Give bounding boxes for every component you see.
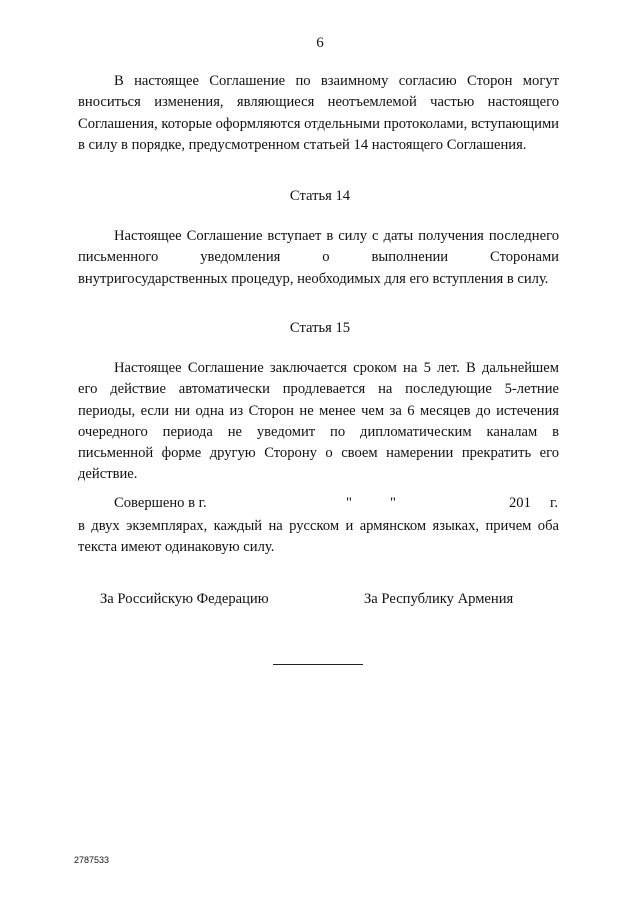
paragraph-entry-into-force: Настоящее Соглашение вступает в силу с даты получения последнего письменного уведомления о выполнении Сторонами внутригосударственных процедур, необходимых для его вступления в силу.: [78, 228, 559, 287]
document-number: 2787533: [74, 855, 110, 865]
page-number: 6: [316, 35, 324, 51]
signature-armenia: За Республику Армения: [364, 591, 514, 607]
signing-quote-close: ": [390, 495, 396, 511]
signing-year-suffix: г.: [550, 495, 558, 511]
heading-article-15: Статья 15: [289, 320, 351, 336]
separator-line: [273, 664, 363, 665]
signature-russia: За Российскую Федерацию: [100, 591, 269, 607]
heading-article-14: Статья 14: [289, 188, 351, 204]
paragraph-amendments: В настоящее Соглашение по взаимному согласию Сторон могут вноситься изменения, являющиеся неотъемлемой частью настоящего Соглашения, которые оформляются отдельными протоколами, вступающими в силу в порядке, предусмотренном статьей 14 настоящего Соглашения.: [78, 73, 559, 153]
signing-year: 201: [509, 495, 531, 511]
paragraph-copies: в двух экземплярах, каждый на русском и армянском языках, причем оба текста имеют одинаковую силу.: [78, 518, 559, 556]
signing-line: [78, 495, 559, 517]
paragraph-term: Настоящее Соглашение заключается сроком на 5 лет. В дальнейшем его действие автоматически продлевается на последующие 5-летние периоды, если ни одна из Сторон не менее чем за 6 месяцев до истечения очередного периода не уведомит по дипломатическим каналам в письменной форме другую Сторону о своем намерении прекратить его действие.: [78, 360, 559, 483]
signing-quote-open: ": [346, 495, 352, 511]
signing-place: Совершено в г.: [114, 495, 207, 511]
